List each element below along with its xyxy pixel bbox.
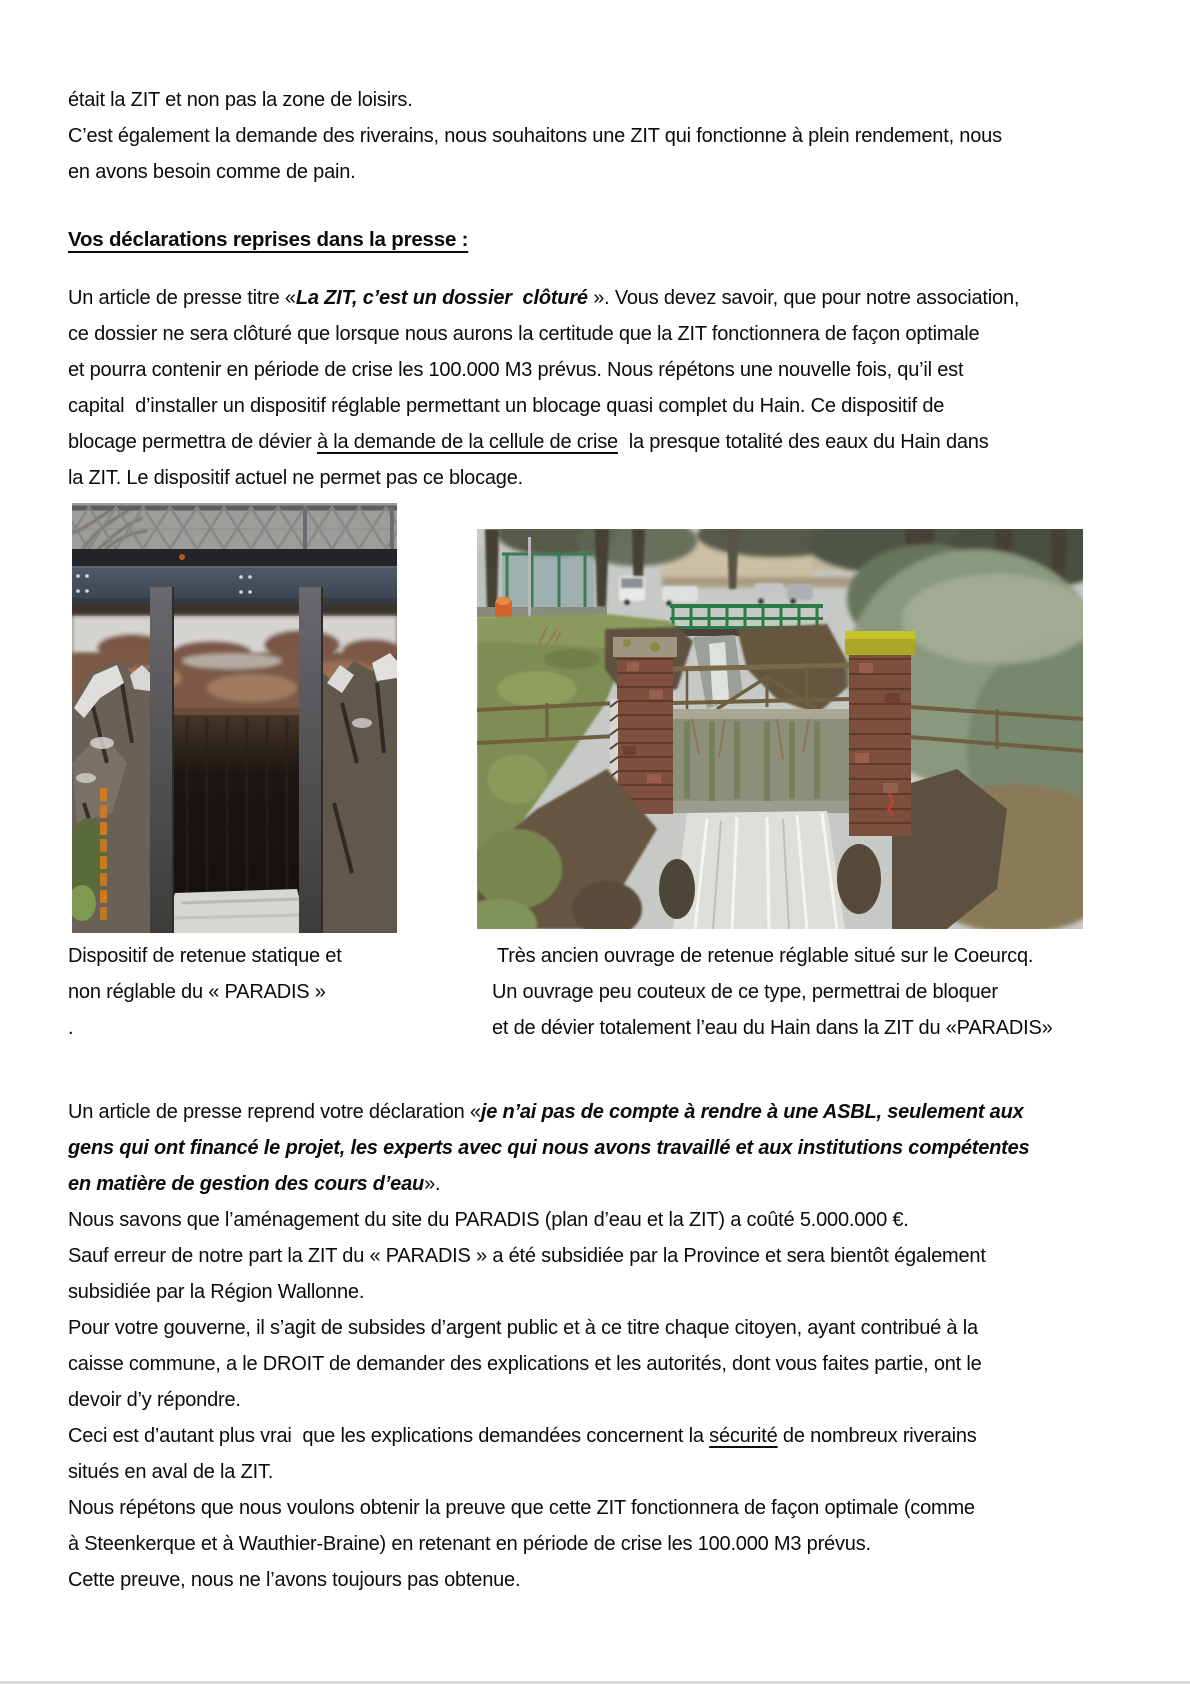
caption-left-photo: [68, 938, 342, 1046]
body-text: à Steenkerque et à Wauthier-Braine) en retenant en période de crise les 100.000 M3 prévus.: [68, 1533, 871, 1555]
quoted-text: en matière de gestion des cours d’eau: [68, 1173, 425, 1195]
text-line: [68, 1166, 1029, 1202]
text-line: [68, 1094, 1029, 1130]
body-text: Dispositif de retenue statique et: [68, 945, 342, 967]
body-text: caisse commune, a le DROIT de demander des explications et les autorités, dont vous faites partie, ont le: [68, 1353, 982, 1375]
text-line: [68, 1526, 1029, 1562]
concrete-pillar-right: [299, 587, 323, 933]
section-heading: Vos déclarations reprises dans la presse :: [68, 228, 469, 251]
text-line: [68, 1382, 1029, 1418]
body-text: la presque totalité des eaux du Hain dans: [617, 431, 989, 453]
text-line: [68, 1274, 1029, 1310]
weir-wall: [673, 709, 849, 813]
text-line: [68, 118, 1002, 154]
body-text: Cette preuve, nous ne l’avons toujours pas obtenue.: [68, 1569, 521, 1591]
body-text: blocage permettra de dévier: [68, 431, 317, 453]
photo-adjustable-weir: [477, 529, 1083, 929]
body-text: situés en aval de la ZIT.: [68, 1461, 274, 1483]
body-text: subsidiée par la Région Wallonne.: [68, 1281, 365, 1303]
rocks-left: [72, 661, 150, 933]
text-line: [68, 1010, 342, 1046]
text-line: [68, 1346, 1029, 1382]
body-text: et pourra contenir en période de crise les 100.000 M3 prévus. Nous répétons une nouvelle fois, qu’il est: [68, 359, 964, 381]
body-text: Nous savons que l’aménagement du site du PARADIS (plan d’eau et la ZIT) a coûté 5.000.000 €.: [68, 1209, 909, 1231]
body-text: capital d’installer un dispositif réglable permettant un blocage quasi complet du Hain. Ce dispositif de: [68, 395, 945, 417]
brick-pillar-right: [845, 631, 915, 836]
body-text: était la ZIT et non pas la zone de loisirs.: [68, 89, 413, 111]
text-line: [68, 352, 1019, 388]
body-text: Très ancien ouvrage de retenue réglable situé sur le Coeurcq.: [492, 945, 1034, 967]
paragraph-intro: [68, 82, 1002, 190]
paragraph-declaration: [68, 1094, 1029, 1598]
body-text: la ZIT. Le dispositif actuel ne permet pas ce blocage.: [68, 467, 524, 489]
body-text: .: [68, 1017, 74, 1039]
body-text: devoir d’y répondre.: [68, 1389, 241, 1411]
rocks-right: [323, 653, 397, 933]
quoted-text: gens qui ont financé le projet, les experts avec qui nous avons travaillé et aux institutions compétentes: [68, 1137, 1030, 1159]
underlined-text: à la demande de la cellule de crise: [317, 431, 618, 453]
caption-right-photo: [492, 938, 1053, 1046]
text-line: [68, 82, 1002, 118]
text-line: [492, 1010, 1053, 1046]
concrete-pillar-left: [150, 587, 174, 933]
text-line: [68, 424, 1019, 460]
text-line: [68, 460, 1019, 496]
body-text: Nous répétons que nous voulons obtenir la preuve que cette ZIT fonctionnera de façon optimale (comme: [68, 1497, 975, 1519]
text-line: [68, 938, 342, 974]
text-line: [68, 388, 1019, 424]
quoted-text: je n’ai pas de compte à rendre à une ASBL, seulement aux: [480, 1101, 1024, 1123]
bridge-deck-edge: [72, 549, 397, 566]
body-text: Sauf erreur de notre part la ZIT du « PARADIS » a été subsidiée par la Province et sera bientôt également: [68, 1245, 986, 1267]
body-text: ».: [424, 1173, 441, 1195]
text-line: [492, 938, 1053, 974]
body-text: ». Vous devez savoir, que pour notre association,: [593, 287, 1020, 309]
body-text: de nombreux riverains: [777, 1425, 977, 1447]
body-text: ce dossier ne sera clôturé que lorsque nous aurons la certitude que la ZIT fonctionnera de façon optimale: [68, 323, 980, 345]
body-text: Ceci est d’autant plus vrai que les explications demandées concernent la: [68, 1425, 710, 1447]
text-line: [68, 1310, 1029, 1346]
body-text: Un article de presse titre «: [68, 287, 296, 309]
body-text: en avons besoin comme de pain.: [68, 161, 356, 183]
body-text: et de dévier totalement l’eau du Hain dans la ZIT du «PARADIS»: [492, 1017, 1053, 1039]
text-line: [68, 1202, 1029, 1238]
text-line: [68, 1454, 1029, 1490]
text-line: [68, 1562, 1029, 1598]
text-line: [492, 974, 1053, 1010]
rust-spot: [179, 554, 185, 560]
body-text: Un article de presse reprend votre déclaration «: [68, 1101, 481, 1123]
body-text: Pour votre gouverne, il s’agit de subsides d’argent public et à ce titre chaque citoyen, ayant contribué à la: [68, 1317, 978, 1339]
underlined-text: sécurité: [709, 1425, 778, 1447]
text-line: [68, 280, 1019, 316]
body-text: non réglable du « PARADIS »: [68, 981, 326, 1003]
ice-patch: [164, 889, 308, 933]
text-line: [68, 1238, 1029, 1274]
paragraph-press-article: [68, 280, 1019, 496]
text-line: [68, 1418, 1029, 1454]
photo-static-retention-device: [72, 503, 397, 933]
quoted-text: La ZIT, c’est un dossier clôturé: [295, 287, 594, 309]
text-line: [68, 316, 1019, 352]
steel-girder: [72, 566, 397, 604]
body-text: Un ouvrage peu couteux de ce type, permettrai de bloquer: [492, 981, 998, 1003]
text-line: [68, 974, 342, 1010]
text-line: [68, 1490, 1029, 1526]
shadow-strip: [72, 603, 397, 616]
text-line: [68, 154, 1002, 190]
text-line: [68, 1130, 1029, 1166]
body-text: C’est également la demande des riverains, nous souhaitons une ZIT qui fonctionne à plein rendement, nous: [68, 125, 1002, 147]
